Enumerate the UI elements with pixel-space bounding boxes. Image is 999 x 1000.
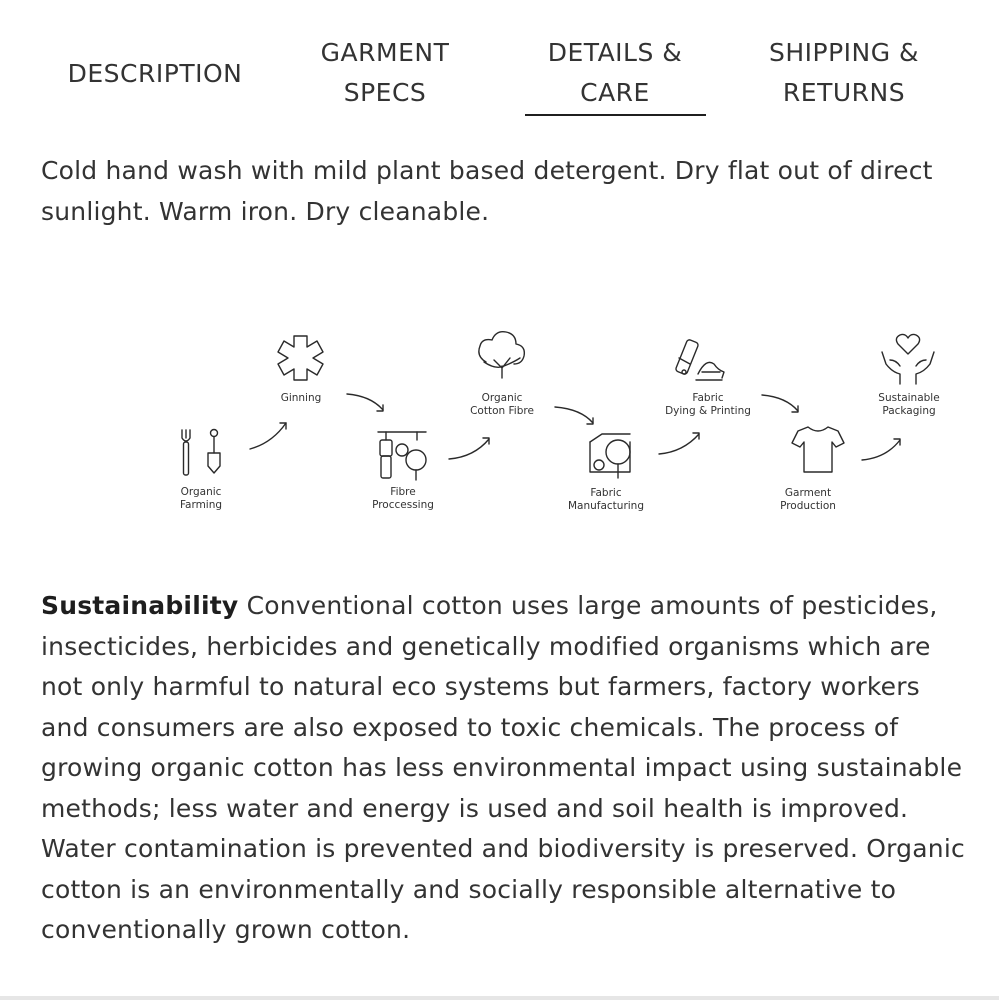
fabric-machine-icon: [590, 434, 630, 478]
sustainability-paragraph: [41, 586, 971, 951]
sustainability-body: Conventional cotton uses large amounts of pesticides, insecticides, herbicides and genetically modified organisms which are not only harmful to natural eco systems but farmers, factory workers and consumers are also exposed to toxic chemicals. The process of growing organic cotton has less environmental impact using sustainable methods; less water and energy is used and soil health is improved. Water contamination is prevented and biodiversity is preserved. Organic cotton is an environmentally and socially responsible alternative to conventionally grown cotton.: [41, 591, 965, 944]
hands-heart-icon: [882, 334, 934, 384]
dye-printing-icon: [675, 339, 724, 380]
flow-arrow-icon: [659, 433, 699, 454]
step-label-line2: Proccessing: [372, 499, 434, 511]
tab-shipping-returns-line2: RETURNS: [782, 78, 906, 107]
product-tabs: [0, 0, 999, 125]
tab-garment-specs-line1: GARMENT: [320, 38, 450, 67]
tab-details-care-line2: CARE: [580, 78, 650, 107]
tab-shipping-returns-line1: SHIPPING &: [768, 38, 920, 67]
tab-garment-specs[interactable]: [290, 33, 480, 113]
cotton-process-diagram: [0, 320, 999, 520]
step-label-line1: Ginning: [280, 392, 322, 404]
flow-arrow-icon: [555, 407, 593, 424]
farming-tools-icon: [182, 430, 220, 476]
cotton-plant-icon: [479, 332, 524, 378]
tab-description[interactable]: [55, 54, 255, 94]
flow-arrow-icon: [449, 438, 489, 459]
fibre-processing-icon: [378, 432, 426, 480]
flow-arrow-icon: [862, 439, 900, 460]
sustainability-heading: Sustainability: [41, 591, 239, 620]
step-label-line2: Farming: [179, 499, 223, 511]
flow-arrow-icon: [250, 423, 286, 449]
step-label-line2: Cotton Fibre: [470, 405, 534, 417]
flow-arrow-icon: [347, 394, 383, 411]
step-label-line2: Packaging: [882, 405, 936, 417]
step-label-line1: Organic: [481, 392, 523, 404]
step-label-line1: Fibre: [390, 486, 416, 498]
ginning-star-icon: [278, 336, 323, 380]
step-label-line2: Production: [780, 500, 836, 512]
tab-shipping-returns[interactable]: [744, 33, 944, 113]
tab-details-care-line1: DETAILS &: [547, 38, 683, 67]
step-label-line1: Garment: [784, 487, 832, 499]
active-tab-underline: [525, 114, 706, 116]
step-label-line1: Fabric: [692, 392, 724, 404]
tab-details-care[interactable]: [520, 33, 710, 113]
bottom-divider: [0, 996, 999, 1000]
step-label-line1: Organic: [180, 486, 222, 498]
step-label-line1: Fabric: [590, 487, 622, 499]
tab-garment-specs-line2: SPECS: [343, 78, 427, 107]
care-instructions: Cold hand wash with mild plant based detergent. Dry flat out of direct sunlight. Warm iron. Dry cleanable.: [41, 156, 933, 226]
step-label-line1: Sustainable: [878, 392, 940, 404]
tshirt-icon: [792, 427, 844, 472]
step-label-line2: Dying & Printing: [665, 405, 751, 417]
step-label-line2: Manufacturing: [567, 500, 645, 512]
flow-arrow-icon: [762, 395, 798, 412]
tab-description-label: DESCRIPTION: [67, 59, 243, 88]
